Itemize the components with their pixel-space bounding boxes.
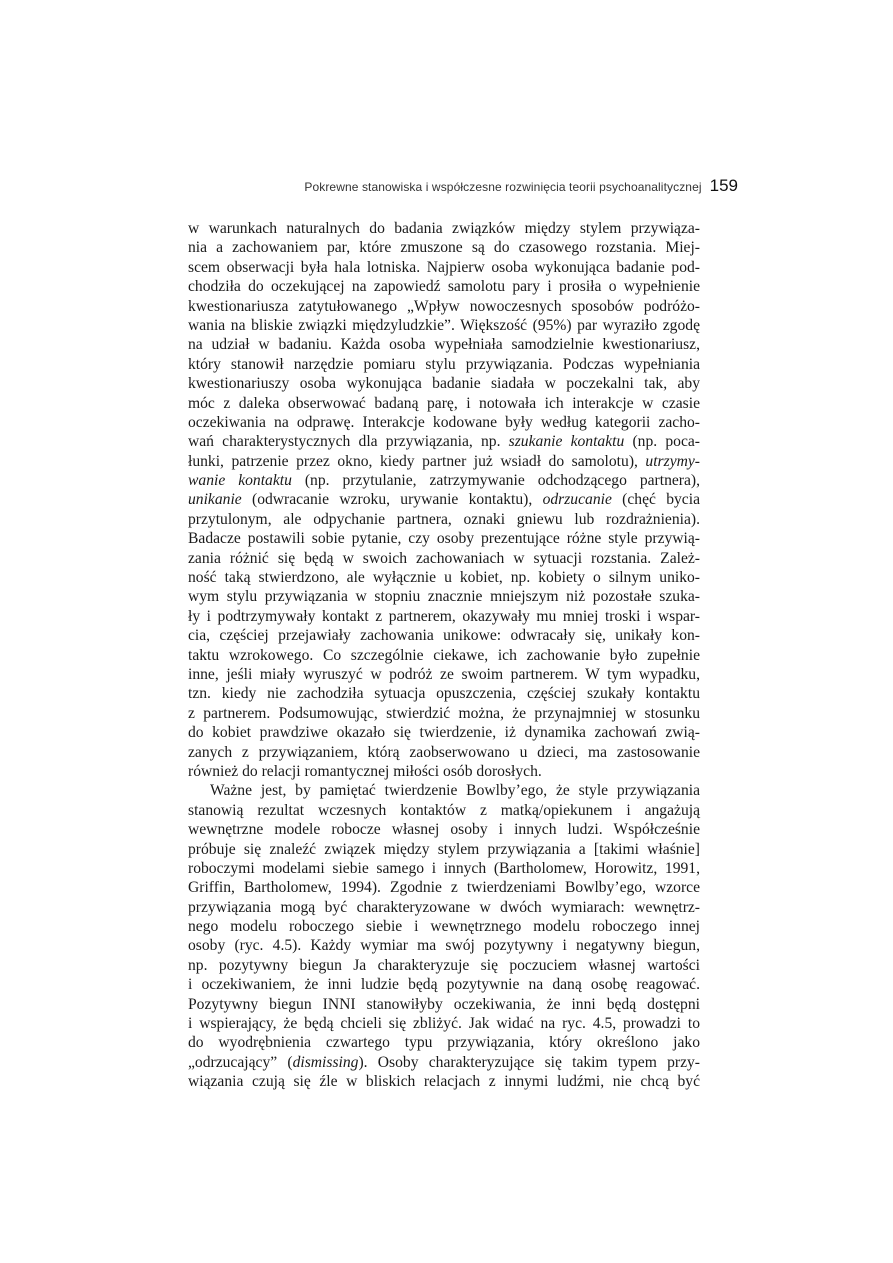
text-run: oczekiwania na odprawę. Interakcje kodowane były według kategorii zacho-	[188, 413, 700, 431]
text-line	[188, 219, 700, 238]
text-line	[188, 568, 700, 587]
text-line	[188, 878, 700, 897]
text-run: osoby (ryc. 4.5). Każdy wymiar ma swój pozytywny i negatywny biegun,	[188, 937, 700, 955]
text-run: wym stylu przywiązania w stopniu znacznie mniejszym niż pozostałe szuka-	[188, 588, 700, 606]
text-line	[188, 762, 700, 781]
text-line	[188, 490, 700, 509]
text-line	[188, 917, 700, 936]
body-text	[188, 219, 700, 1092]
text-line	[188, 956, 700, 975]
text-run: kwestionariuszy osoba wykonująca badanie siadała w poczekalni tak, aby	[188, 375, 700, 393]
text-run: nia a zachowaniem par, które zmuszone są do czasowego rozstania. Miej-	[188, 239, 700, 257]
text-run: na udział w badaniu. Każda osoba wypełniała samodzielnie kwestionariusz,	[188, 336, 700, 354]
text-line	[188, 665, 700, 684]
text-run: móc z daleka obserwować badaną parę, i notowała ich interakcje w czasie	[188, 394, 700, 412]
text-line	[188, 1014, 700, 1033]
text-run: zania różnić się będą w swoich zachowaniach w sytuacji rozstania. Zależ-	[188, 549, 700, 567]
text-line	[188, 1072, 700, 1091]
text-line	[188, 684, 700, 703]
text-line	[188, 626, 700, 645]
text-line	[188, 510, 700, 529]
italic-term: odrzucanie	[542, 491, 612, 509]
text-line	[188, 820, 700, 839]
text-run: (chęć bycia	[611, 491, 700, 509]
text-run: wania na bliskie związki międzyludzkie”. Większość (95%) par wyraziło zgodę	[188, 316, 700, 334]
text-line	[188, 995, 700, 1014]
text-run: Pozytywny biegun INNI stanowiłyby oczekiwania, że inni będą dostępni	[188, 995, 700, 1013]
text-run: do wyodrębnienia czwartego typu przywiązania, który określono jako	[188, 1034, 700, 1052]
text-line	[188, 452, 700, 471]
text-line	[188, 607, 700, 626]
text-run: Griffin, Bartholomew, 1994). Zgodnie z twierdzeniami Bowlby’ego, wzorce	[188, 879, 700, 897]
text-run: stanowią rezultat wczesnych kontaktów z matką/opiekunem i angażują	[188, 801, 700, 819]
page-number: 159	[709, 176, 738, 195]
text-run: (np. poca-	[624, 433, 700, 451]
italic-term: dismissing	[292, 1053, 359, 1071]
text-run: cia, częściej przejawiały zachowania unikowe: odwracały się, unikały kon-	[188, 627, 700, 645]
text-line	[188, 238, 700, 257]
text-line	[188, 432, 700, 451]
text-line	[188, 471, 700, 490]
text-line	[188, 975, 700, 994]
italic-term: unikanie	[188, 491, 242, 509]
text-line	[188, 936, 700, 955]
text-line	[188, 898, 700, 917]
text-run: nego modelu roboczego siebie i wewnętrznego modelu roboczego innej	[188, 918, 700, 936]
text-line	[188, 549, 700, 568]
italic-term: utrzymy-	[645, 452, 700, 470]
running-header	[186, 176, 738, 196]
text-line	[188, 743, 700, 762]
text-run: tzn. kiedy nie zachodziła sytuacja opuszczenia, częściej szukały kontaktu	[188, 685, 700, 703]
text-run: np. pozytywny biegun Ja charakteryzuje się poczuciem własnej wartości	[188, 956, 700, 974]
italic-term: szukanie kontaktu	[508, 433, 625, 451]
text-run: i wspierający, że będą chcieli się zbliżyć. Jak widać na ryc. 4.5, prowadzi to	[188, 1015, 700, 1033]
text-run: wań charakterystycznych dla przywiązania, np.	[188, 433, 509, 451]
text-run: przywiązania mogą być charakteryzowane w dwóch wymiarach: wewnętrz-	[188, 898, 700, 916]
text-run: przytulonym, ale odpychanie partnera, oznaki gniewu lub rozdrażnienia).	[188, 510, 700, 528]
text-run: inne, jeśli miały wyruszyć w podróż ze swoim partnerem. W tym wypadku,	[188, 665, 700, 683]
text-line	[188, 335, 700, 354]
text-run: roboczymi modelami siebie samego i innych (Bartholomew, Horowitz, 1991,	[188, 859, 700, 877]
text-line	[188, 587, 700, 606]
text-line	[188, 316, 700, 335]
text-line	[188, 1053, 700, 1072]
text-run: Ważne jest, by pamiętać twierdzenie Bowlby’ego, że style przywiązania	[210, 782, 700, 800]
text-line	[188, 277, 700, 296]
text-line	[188, 704, 700, 723]
text-line	[188, 413, 700, 432]
text-run: zanych z przywiązaniem, którą zaobserwowano u dzieci, ma zastosowanie	[188, 743, 700, 761]
text-run: taktu wzrokowego. Co szczególnie ciekawe, ich zachowanie było zupełnie	[188, 646, 700, 664]
text-line	[188, 646, 700, 665]
running-title: Pokrewne stanowiska i współczesne rozwinięcia teorii psychoanalitycznej	[304, 180, 702, 194]
text-run: scem obserwacji była hala lotniska. Najpierw osoba wykonująca badanie pod-	[188, 258, 700, 276]
text-line	[188, 374, 700, 393]
text-line	[188, 859, 700, 878]
text-line	[188, 258, 700, 277]
text-line	[188, 355, 700, 374]
text-run: ność taką stwierdzono, ale wyłącznie u kobiet, np. kobiety o silnym uniko-	[188, 569, 700, 587]
text-line	[188, 781, 700, 800]
text-line	[188, 394, 700, 413]
text-run: ły i podtrzymywały kontakt z partnerem, okazywały mu mniej troski i wspar-	[188, 607, 700, 625]
text-run: łunki, patrzenie przez okno, kiedy partner już wsiadł do samolotu),	[188, 452, 646, 470]
text-line	[188, 297, 700, 316]
text-line	[188, 840, 700, 859]
text-run: Badacze postawili sobie pytanie, czy osoby prezentujące różne style przywią-	[188, 530, 700, 548]
text-run: wiązania czują się źle w bliskich relacjach z innymi ludźmi, nie chcą być	[188, 1073, 700, 1091]
text-run: w warunkach naturalnych do badania związków między stylem przywiąza-	[188, 220, 700, 237]
text-line	[188, 1033, 700, 1052]
text-run: (odwracanie wzroku, urywanie kontaktu),	[241, 491, 543, 509]
text-line	[188, 529, 700, 548]
text-run: kwestionariusza zatytułowanego „Wpływ nowoczesnych sposobów podróżo-	[188, 297, 700, 315]
text-run: i oczekiwaniem, że inni ludzie będą pozytywnie na daną osobę reagować.	[188, 976, 700, 994]
text-run: również do relacji romantycznej miłości osób dorosłych.	[188, 762, 542, 780]
text-run: próbuje się znaleźć związek między stylem przywiązania a [takimi właśnie]	[188, 840, 700, 858]
text-run: który stanowił narzędzie pomiaru stylu przywiązania. Podczas wypełniania	[188, 355, 700, 373]
text-run: wewnętrzne modele robocze własnej osoby i innych ludzi. Współcześnie	[188, 821, 700, 839]
text-run: (np. przytulanie, zatrzymywanie odchodzącego partnera),	[291, 472, 700, 490]
text-run: ). Osoby charakteryzujące się takim typem przy-	[358, 1053, 700, 1071]
text-run: do kobiet prawdziwe okazało się twierdzenie, iż dynamika zachowań zwią-	[188, 724, 700, 742]
text-line	[188, 723, 700, 742]
italic-term: wanie kontaktu	[188, 472, 292, 490]
text-line	[188, 801, 700, 820]
text-run: chodziła do oczekującej na zapowiedź samolotu pary i prosiła o wypełnienie	[188, 278, 700, 296]
text-run: z partnerem. Podsumowując, stwierdzić można, że przynajmniej w stosunku	[188, 704, 700, 722]
text-run: „odrzucający” (	[188, 1053, 293, 1071]
